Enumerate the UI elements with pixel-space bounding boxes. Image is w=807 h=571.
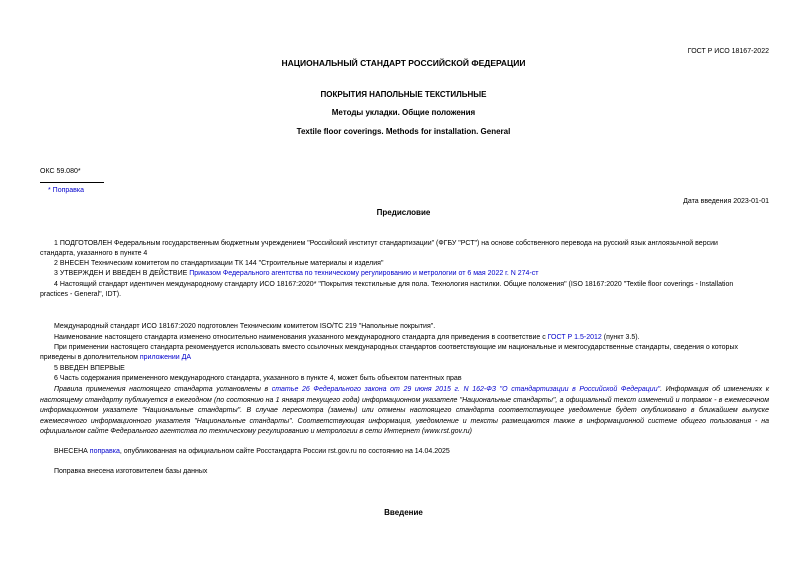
foreword-heading: Предисловие bbox=[376, 208, 431, 217]
foreword-item-1: 1 ПОДГОТОВЛЕН Федеральным государственным бюджетным учреждением "Российский институт стандартизации" (ФГБУ "РСТ") на основе собственного перевода на русский язык англоязычной версии bbox=[54, 240, 718, 247]
document-subtitle-ru: Методы укладки. Общие положения bbox=[331, 108, 476, 117]
amendment-note: ВНЕСЕНА поправка, опубликованная на официальном сайте Росстандарта России rst.gov.ru по состоянию на 14.04.2025 bbox=[54, 448, 450, 455]
foreword-item-4-cont: practices - General", IDT). bbox=[40, 291, 122, 298]
foreword-item-4: 4 Настоящий стандарт идентичен международному стандарту ИСО 18167:2020* "Покрытия текстильные для пола. Технология настилки. Общие положения" (ISO 18167:2020 "Textile floor coverings - Installation bbox=[54, 281, 734, 288]
doc-code: ГОСТ Р ИСО 18167-2022 bbox=[687, 48, 769, 55]
gost-r-1-5-link[interactable]: ГОСТ Р 1.5-2012 bbox=[547, 334, 602, 341]
federal-law-link[interactable]: статье 26 Федерального закона от 29 июня 2015 г. N 162-ФЗ "О стандартизации в Российской Федерации" bbox=[271, 386, 661, 393]
foreword-item-3: 3 УТВЕРЖДЕН И ВВЕДЕН В ДЕЙСТВИЕ Приказом Федерального агентства по техническому регулированию и метрологии от 6 мая 2022 г. N 274-ст bbox=[54, 270, 539, 277]
amendment-link[interactable]: * Поправка bbox=[48, 187, 84, 194]
intro-date: Дата введения 2023-01-01 bbox=[683, 198, 769, 205]
national-standard-title: НАЦИОНАЛЬНЫЙ СТАНДАРТ РОССИЙСКОЙ ФЕДЕРАЦИИ bbox=[281, 58, 526, 68]
introduction-heading: Введение bbox=[384, 508, 423, 517]
order-link[interactable]: Приказом Федерального агентства по техническому регулированию и метрологии от 6 мая 2022 г. N 274-ст bbox=[189, 270, 539, 277]
document-title-en: Textile floor coverings. Methods for installation. General bbox=[296, 127, 511, 136]
amendment-db-note: Поправка внесена изготовителем базы данных bbox=[54, 468, 208, 475]
oks-code: ОКС 59.080* bbox=[40, 168, 81, 175]
application-rules: Правила применения настоящего стандарта установлены в статье 26 Федерального закона от 29 июня 2015 г. N 162-ФЗ "О стандартизации в Российской Федерации". Информация об изменениях к настоящему стандарту публикуется в ежегодном (по состоянию на 1 января текущего года) информационном указателе "Национальные стандарты", а официальный текст изменений и поправок - в ежемесячном информационном указателе "Национальные стандарты". В случае пересмотра (замены) или отмены настоящего стандарта соответствующее уведомление будет опубликовано в ближайшем выпуске ежемесячного информационного указателя "Национальные стандарты". Соответствующая информация, уведомление и тексты размещаются также в информационной системе общего пользования - на официальном сайте Федерального агентства по техническому регулированию и метрологии в сети Интернет (www.rst.gov.ru) bbox=[40, 386, 769, 435]
appendix-da-link[interactable]: приложении ДА bbox=[139, 354, 192, 361]
foreword-item-1-cont: стандарта, указанного в пункте 4 bbox=[40, 250, 148, 257]
iso-tc-note: Международный стандарт ИСО 18167:2020 подготовлен Техническим комитетом ISO/TC 219 "Напольные покрытия". bbox=[54, 323, 436, 330]
foreword-item-5: 5 ВВЕДЕН ВПЕРВЫЕ bbox=[54, 365, 125, 372]
foreword-item-6: 6 Часть содержания примененного международного стандарта, указанного в пункте 4, может быть объектом патентных прав bbox=[54, 375, 462, 382]
references-note: При применении настоящего стандарта рекомендуется использовать вместо ссылочных международных стандартов соответствующие им национальные и межгосударственные стандарты, сведения о которых bbox=[54, 344, 738, 351]
footnote-divider bbox=[40, 182, 104, 183]
references-note-cont: приведены в дополнительном приложении ДА bbox=[40, 354, 192, 361]
amendment-inline-link[interactable]: поправка bbox=[89, 448, 120, 455]
document-title-ru: ПОКРЫТИЯ НАПОЛЬНЫЕ ТЕКСТИЛЬНЫЕ bbox=[320, 90, 487, 99]
title-change-note: Наименование настоящего стандарта изменено относительно наименования указанного международного стандарта для приведения в соответствие с ГОСТ Р 1.5-2012 (пункт 3.5). bbox=[54, 334, 640, 341]
foreword-item-2: 2 ВНЕСЕН Техническим комитетом по стандартизации ТК 144 "Строительные материалы и изделия" bbox=[54, 260, 384, 267]
